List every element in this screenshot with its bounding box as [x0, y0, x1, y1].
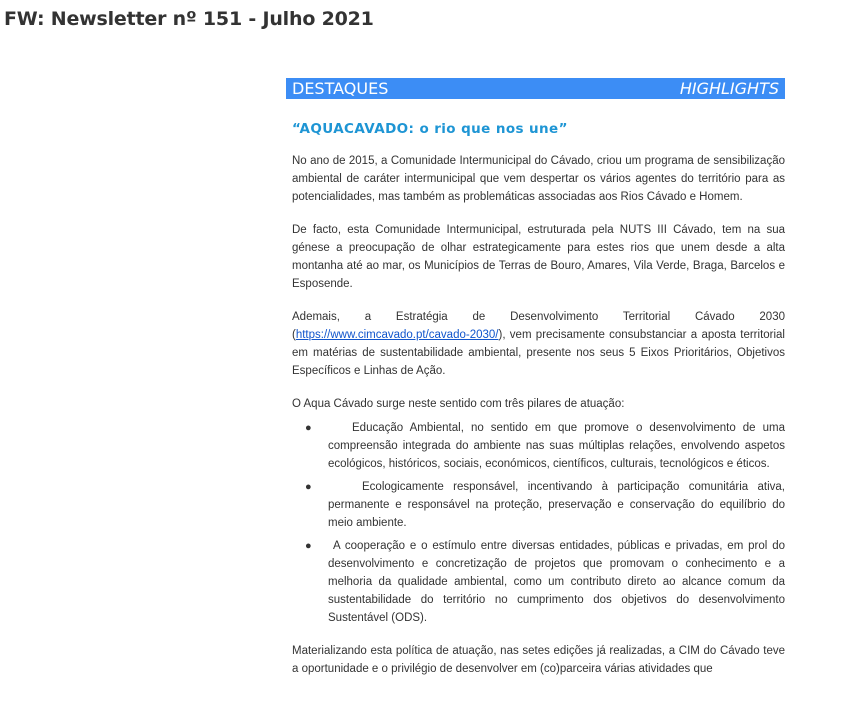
paragraph-3-text-a: Ademais, a Estratégia de Desenvolvimento Territorial Cávado 2030 ( [292, 311, 785, 341]
section-banner [286, 78, 785, 99]
list-item [292, 537, 785, 627]
bullet-icon: ● [305, 481, 312, 493]
cavado-2030-link[interactable]: https://www.cimcavado.pt/cavado-2030/ [295, 329, 499, 341]
paragraph-4: O Aqua Cávado surge neste sentido com três pilares de atuação: [292, 398, 625, 410]
newsletter-body [286, 78, 785, 678]
paragraph-5: Materializando esta política de atuação, nas setes edições já realizadas, a CIM do Cávado teve a oportunidade e o privilégio de desenvolver em (co)parceira várias atividades que [292, 645, 785, 675]
article-title: “AQUACAVADO: o rio que nos une” [292, 121, 568, 137]
article-body [292, 152, 785, 678]
bullet-icon: ● [305, 422, 312, 434]
paragraph-2: De facto, esta Comunidade Intermunicipal, estruturada pela NUTS III Cávado, tem na sua génese a preocupação de olhar estrategicamente para estes rios que unem desde a alta montanha até ao mar, os Municípios de Terras de Bouro, Amares, Vila Verde, Braga, Barcelos e Esposende. [292, 224, 785, 290]
banner-highlights: HIGHLIGHTS [679, 79, 779, 98]
email-subject: FW: Newsletter nº 151 - Julho 2021 [4, 8, 374, 30]
paragraph-1: No ano de 2015, a Comunidade Intermunicipal do Cávado, criou um programa de sensibilização ambiental de caráter intermunicipal que vem despertar os vários agentes do território para as potencialidades, mas também as problemáticas associadas aos Rios Cávado e Homem. [292, 155, 785, 203]
pillar-text: Ecologicamente responsável, incentivando à participação comunitária ativa, permanente e responsável na proteção, preservação e conservação do equilíbrio do meio ambiente. [328, 481, 785, 529]
list-item [292, 419, 785, 473]
pillar-text: A cooperação e o estímulo entre diversas entidades, públicas e privadas, em prol do desenvolvimento e concretização de projetos que promovam o conhecimento e a melhoria da qualidade ambiental, como um contributo direto ao alcance comum da sustentabilidade do território no cumprimento dos objetivos do desenvolvimento Sustentável (ODS). [328, 540, 785, 624]
list-item [292, 478, 785, 532]
paragraph-3-text-b: ), vem precisamente consubstanciar a aposta territorial em matérias de sustentabilidade ambiental, presente nos seus 5 Eixos Prioritários, Objetivos Específicos e Linhas de Ação. [292, 329, 785, 377]
banner-destaques: DESTAQUES [292, 79, 389, 98]
paragraph-3 [292, 308, 785, 380]
pillar-text: Educação Ambiental, no sentido em que promove o desenvolvimento de uma compreensão integrada do ambiente nas suas múltiplas relações, envolvendo aspetos ecológicos, históricos, sociais, económicos, científicos, culturais, tecnológicos e éticos. [328, 422, 785, 470]
bullet-icon: ● [305, 540, 312, 552]
pillars-list [292, 419, 785, 627]
